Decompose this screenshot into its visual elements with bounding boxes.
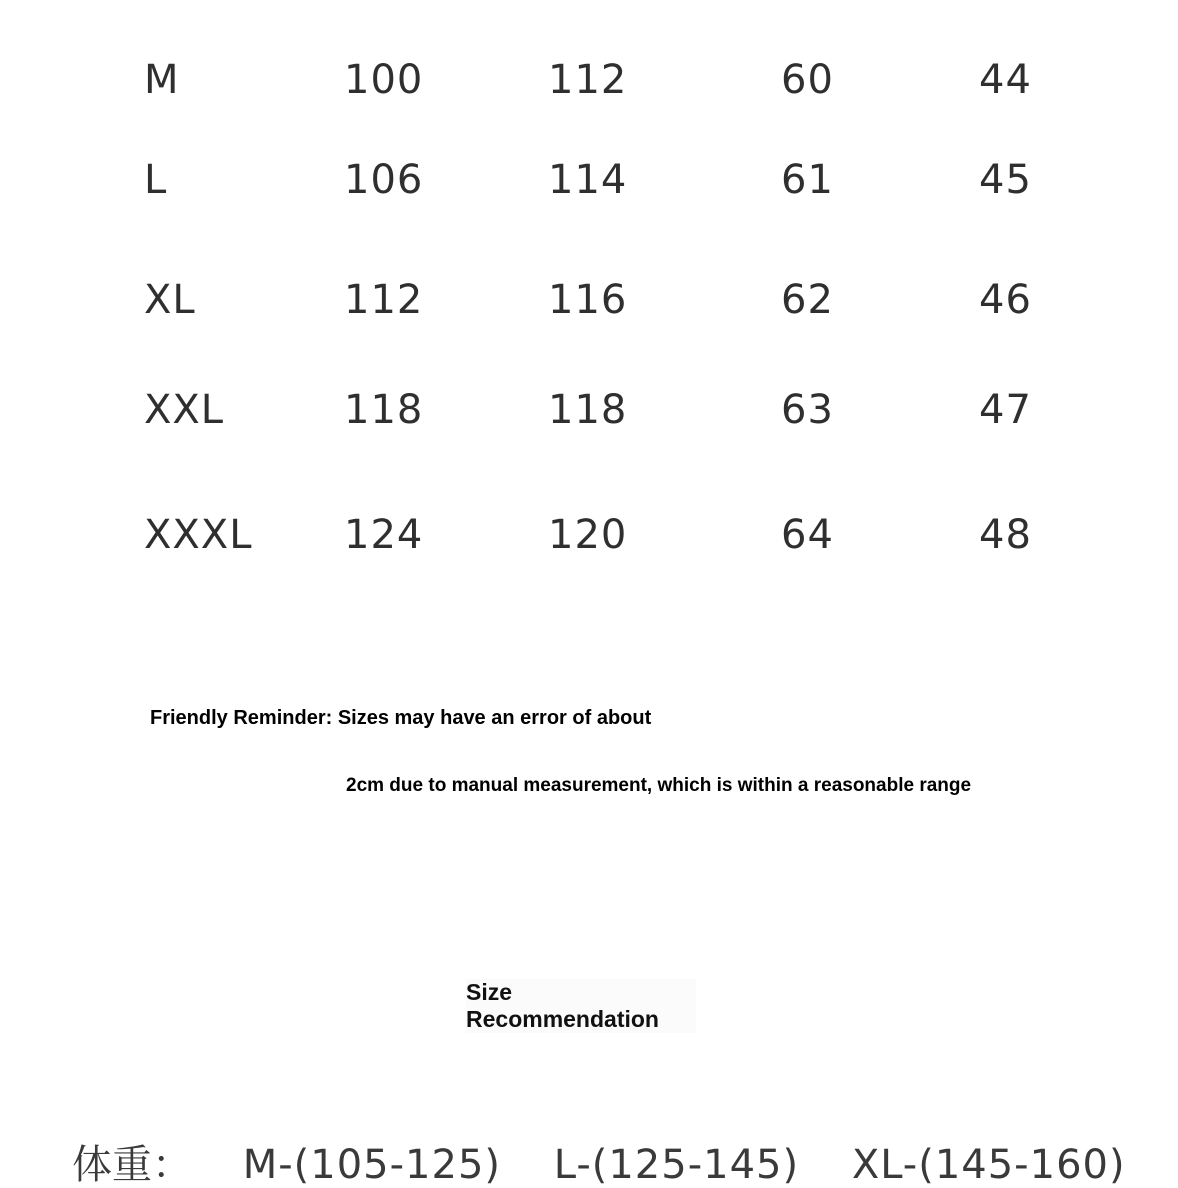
measure-cell: 63 <box>781 387 834 433</box>
measure-cell: 112 <box>344 277 424 323</box>
measure-cell: 61 <box>781 157 834 203</box>
measure-cell: 46 <box>979 277 1032 323</box>
weight-range-m: M-(105-125) <box>242 1142 502 1188</box>
measure-cell: 48 <box>979 512 1032 558</box>
size-cell: M <box>144 57 180 103</box>
measure-cell: 47 <box>979 387 1032 433</box>
measure-cell: 45 <box>979 157 1032 203</box>
measure-cell: 64 <box>781 512 834 558</box>
measure-cell: 124 <box>344 512 424 558</box>
weight-recommendation-row <box>72 1142 1166 1188</box>
size-cell: XXXL <box>144 512 253 558</box>
measure-cell: 100 <box>344 57 424 103</box>
measure-cell: 120 <box>548 512 628 558</box>
measure-cell: 106 <box>344 157 424 203</box>
weight-range-xl: XL-(145-160) <box>851 1142 1126 1188</box>
measure-cell: 116 <box>548 277 628 323</box>
weight-range-l: L-(125-145) <box>553 1142 800 1188</box>
size-recommendation-title-line-1: Size <box>466 979 513 1005</box>
measure-cell: 62 <box>781 277 834 323</box>
weight-label: 体重： <box>72 1142 192 1188</box>
measure-cell: 44 <box>979 57 1032 103</box>
measure-cell: 60 <box>781 57 834 103</box>
friendly-reminder-line-2: 2cm due to manual measurement, which is within a reasonable range <box>346 775 972 796</box>
size-cell: XL <box>144 277 196 323</box>
size-recommendation-title-line-2: Recommendation <box>466 1006 659 1032</box>
measure-cell: 112 <box>548 57 628 103</box>
measure-cell: 114 <box>548 157 628 203</box>
measure-cell: 118 <box>344 387 424 433</box>
friendly-reminder-line-1: Friendly Reminder: Sizes may have an error of about <box>150 707 652 729</box>
size-cell: L <box>144 157 168 203</box>
size-cell: XXL <box>144 387 225 433</box>
measure-cell: 118 <box>548 387 628 433</box>
size-recommendation-title <box>466 979 696 1033</box>
